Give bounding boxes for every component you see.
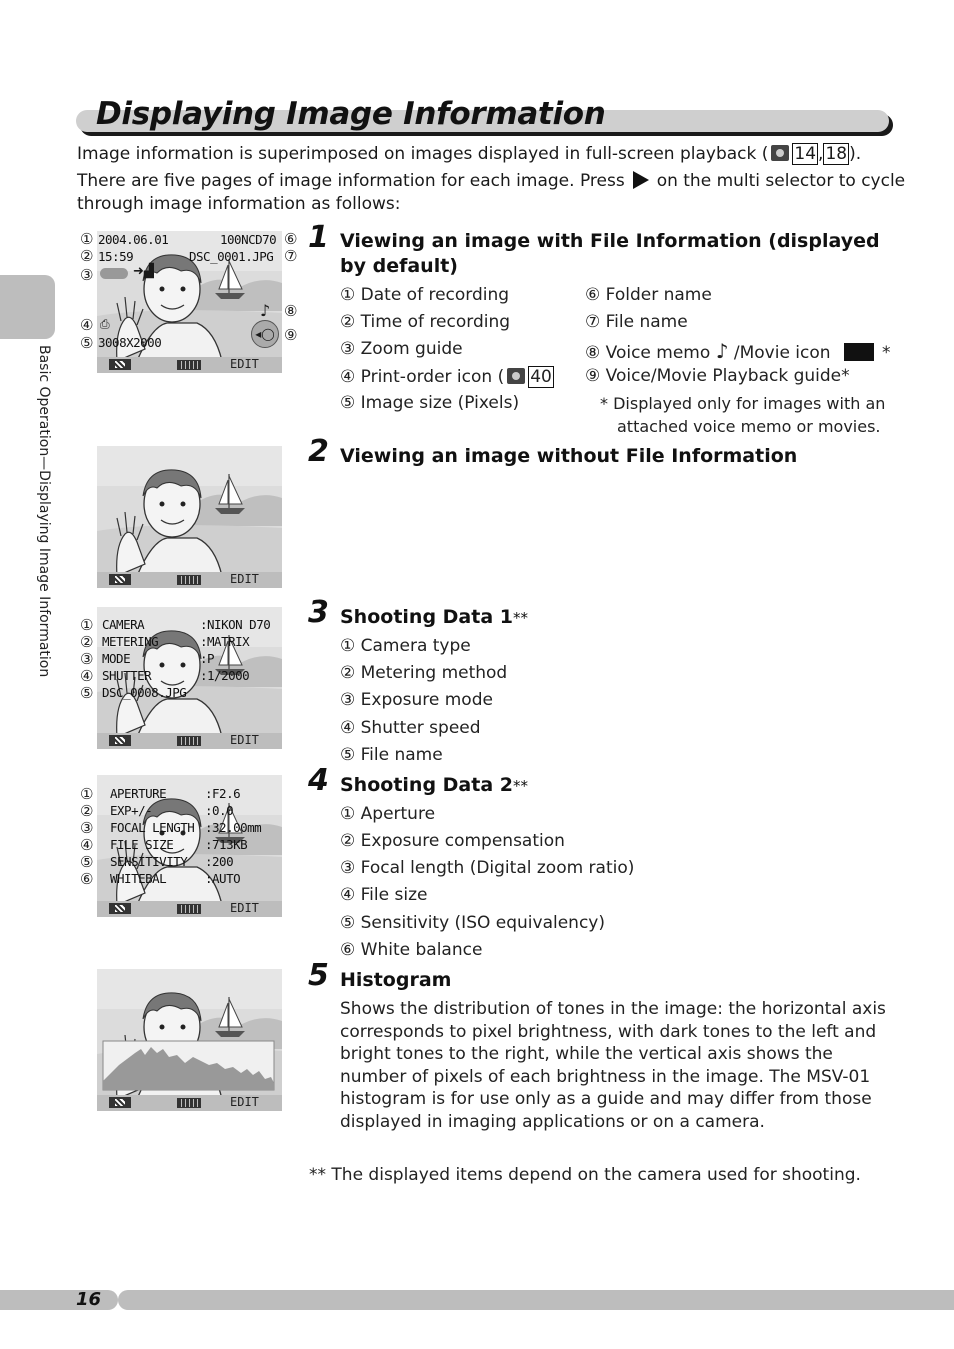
callout-1: ① [80, 616, 94, 634]
callout-7: ⑦ [284, 247, 298, 265]
step-1-item-3: ③ Zoom guide [340, 339, 463, 359]
step-3-heading: Shooting Data 1** [340, 606, 528, 628]
arrow-icon: ➜▟ [133, 264, 154, 279]
thumbnail-icon [109, 574, 131, 585]
sd2-label-2: EXP+/- [110, 803, 153, 818]
callout-4: ④ [80, 316, 94, 334]
page-ref-14[interactable]: 14 [794, 144, 817, 164]
page-ref-40[interactable]: 40 [530, 367, 552, 387]
edit-label: EDIT [230, 733, 259, 747]
sd2-value-6: :AUTO [205, 871, 241, 886]
voice-memo-note-icon: ♪ [260, 301, 271, 320]
page-title: Displaying Image Information [96, 96, 606, 132]
step-5-body: Shows the distribution of tones in the image: the horizontal axis corresponds to pixel brightness, with dark tones to the left and bright tones to the right, while the vertical axis shows the number of pixels of each brightness in the image. The MSV-01 histogram is for use only as a guide and may differ from those displayed in imaging applications or on a camera. [340, 999, 886, 1132]
callout-8: ⑧ [284, 302, 298, 320]
sample-photo [97, 969, 282, 1111]
movie-icon [844, 343, 874, 361]
status-bar [97, 733, 282, 749]
intro-line-2: There are five pages of image information for each image. Press on the multi selector to cycle [77, 171, 906, 191]
step-1-item-6: ⑥ Folder name [585, 285, 712, 305]
callout-6: ⑥ [80, 870, 94, 888]
step-1-item-5: ⑤ Image size (Pixels) [340, 393, 520, 413]
sd2-value-5: :200 [205, 854, 234, 869]
callout-1: ① [80, 785, 94, 803]
callout-3: ③ [80, 650, 94, 668]
step-1-note-2: attached voice memo or movies. [617, 417, 881, 436]
step-4-item-5: ⑤ Sensitivity (ISO equivalency) [340, 913, 605, 933]
sd2-value-4: :713KB [205, 837, 248, 852]
sd2-value-1: :F2.6 [205, 786, 241, 801]
step-4-heading: Shooting Data 2** [340, 774, 528, 796]
step-4-item-3: ③ Focal length (Digital zoom ratio) [340, 858, 635, 878]
print-order-icon: ⎙ [100, 317, 110, 331]
step-1-item-2: ② Time of recording [340, 312, 511, 332]
intro-line-3: through image information as follows: [77, 194, 401, 214]
callout-4: ④ [80, 667, 94, 685]
status-bar [97, 901, 282, 917]
screen-shooting-data-2 [97, 775, 282, 917]
side-tab [0, 275, 55, 339]
step-3-item-2: ② Metering method [340, 663, 508, 683]
step-1-item-7: ⑦ File name [585, 312, 688, 332]
sd1-label-3: MODE [102, 651, 131, 666]
step-3-item-4: ④ Shutter speed [340, 718, 481, 738]
sd1-value-2: :MATRIX [200, 634, 250, 649]
page-number: 16 [76, 1289, 102, 1310]
overlay-file: DSC_0001.JPG [189, 249, 274, 264]
sd1-label-2: METERING [102, 634, 159, 649]
callout-2: ② [80, 633, 94, 651]
step-3-number: 3 [308, 595, 329, 630]
playback-mode-icon [507, 368, 525, 384]
sd1-label-1: CAMERA [102, 617, 145, 632]
battery-icon [177, 1098, 201, 1108]
sd1-value-1: :NIKON D70 [200, 617, 271, 632]
multi-selector-right-icon [633, 171, 649, 189]
side-tab-label: Basic Operation—Displaying Image Information [36, 345, 52, 678]
step-1-item-1: ① Date of recording [340, 285, 510, 305]
callout-4: ④ [80, 836, 94, 854]
callout-6: ⑥ [284, 230, 298, 248]
step-4-item-1: ① Aperture [340, 804, 436, 824]
step-1-item-4: ④ Print-order icon ( 40 [340, 367, 552, 387]
step-2-number: 2 [308, 434, 329, 469]
edit-label: EDIT [230, 901, 259, 915]
battery-icon [177, 904, 201, 914]
step-1-heading: Viewing an image with File Information (displayed [340, 230, 880, 252]
step-1-item-8: ⑧ Voice memo ♪ /Movie icon * [585, 339, 891, 363]
step-4-number: 4 [308, 763, 329, 798]
step-4-item-6: ⑥ White balance [340, 940, 483, 960]
intro-line-1: Image information is superimposed on images displayed in full-screen playback ( 14 , 18 ). [77, 144, 862, 164]
playback-mode-icon [771, 145, 789, 161]
overlay-size: 3008X2000 [98, 335, 162, 350]
sd2-label-3: FOCAL LENGTH [110, 820, 195, 835]
footer-bar [118, 1290, 954, 1310]
battery-icon [177, 575, 201, 585]
battery-icon [177, 360, 201, 370]
status-bar [97, 1095, 282, 1111]
edit-label: EDIT [230, 1095, 259, 1109]
callout-2: ② [80, 802, 94, 820]
callout-3: ③ [80, 819, 94, 837]
sample-photo [97, 446, 282, 588]
sd1-label-5: DSC_0008.JPG [102, 685, 187, 700]
step-5-heading: Histogram [340, 969, 452, 991]
sd1-label-4: SHUTTER [102, 668, 152, 683]
sd2-label-5: SENSITIVITY [110, 854, 188, 869]
status-bar [97, 357, 282, 373]
callout-1: ① [80, 230, 94, 248]
sd2-label-1: APERTURE [110, 786, 167, 801]
step-3-item-1: ① Camera type [340, 636, 471, 656]
callout-5: ⑤ [80, 853, 94, 871]
battery-icon [177, 736, 201, 746]
thumbnail-icon [109, 903, 131, 914]
screen-shooting-data-1 [97, 607, 282, 749]
status-bar [97, 572, 282, 588]
step-5-number: 5 [308, 958, 329, 993]
step-2-heading: Viewing an image without File Information [340, 445, 798, 467]
thumbnail-icon [109, 1097, 131, 1108]
callout-5: ⑤ [80, 334, 94, 352]
sd2-label-4: FILE SIZE [110, 837, 174, 852]
overlay-time: 15:59 [98, 249, 134, 264]
voice-memo-icon: ♪ [715, 339, 729, 363]
step-1-number: 1 [308, 220, 329, 255]
step-1-heading-cont: by default) [340, 255, 458, 277]
screen-no-info [97, 446, 282, 588]
callout-2: ② [80, 247, 94, 265]
thumbnail-icon [109, 735, 131, 746]
sd1-value-4: :1/2000 [200, 668, 250, 683]
edit-label: EDIT [230, 357, 259, 371]
step-3-item-5: ⑤ File name [340, 745, 443, 765]
sd1-value-3: :P [200, 651, 215, 666]
edit-label: EDIT [230, 572, 259, 586]
step-1-item-9: ⑨ Voice/Movie Playback guide* [585, 366, 850, 386]
sd2-value-2: :0.0 [205, 803, 234, 818]
thumbnail-icon [109, 359, 131, 370]
callout-5: ⑤ [80, 684, 94, 702]
sd2-label-6: WHITEBAL [110, 871, 167, 886]
callout-3: ③ [80, 266, 94, 284]
step-1-note-1: * Displayed only for images with an [600, 394, 886, 413]
step-4-item-2: ② Exposure compensation [340, 831, 565, 851]
zoom-guide-icon [100, 268, 128, 279]
page-ref-18[interactable]: 18 [825, 144, 848, 164]
overlay-folder: 100NCD70 [220, 232, 277, 247]
overlay-date: 2004.06.01 [98, 232, 169, 247]
step-3-item-3: ③ Exposure mode [340, 690, 493, 710]
playback-guide-icon: ◂◯ [251, 320, 279, 348]
screen-histogram [97, 969, 282, 1111]
callout-9: ⑨ [284, 326, 298, 344]
screen-file-info [97, 231, 282, 373]
step-4-item-4: ④ File size [340, 885, 428, 905]
footnote: ** The displayed items depend on the camera used for shooting. [309, 1165, 861, 1185]
sd2-value-3: :32.00mm [205, 820, 262, 835]
